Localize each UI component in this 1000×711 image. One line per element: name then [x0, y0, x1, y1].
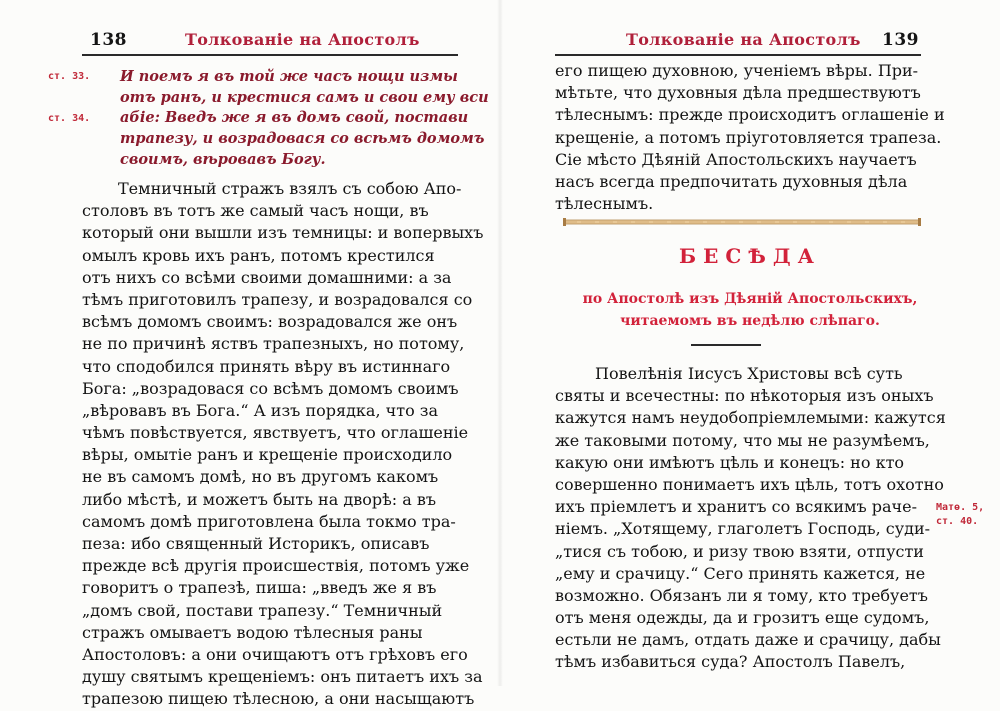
- page-number-left: 138: [90, 30, 127, 50]
- text-line: Бога: „возрадовася со всѣмъ домомъ своимъ: [82, 378, 459, 398]
- text-line: не по причинѣ яствъ трапезныхъ, но потому,: [82, 334, 465, 354]
- text-line: омылъ кровь ихъ ранъ, потомъ крестился: [82, 245, 435, 265]
- verse-line: трапезу, и возрадовася со всѣмъ домомъ: [120, 130, 485, 148]
- verse-line: И поемъ я въ той же часъ нощи измы: [120, 68, 458, 85]
- text-line: Сіе мѣсто Дѣяній Апостольскихъ научаетъ: [555, 149, 917, 169]
- verse-line: отъ ранъ, и крестися самъ и свои ему вси: [120, 88, 489, 106]
- text-line: Повелѣнія Іисусъ Христовы всѣ суть: [595, 364, 903, 383]
- margin-ref-matthew: Матѳ. 5,: [936, 502, 985, 513]
- text-line: ихъ пріемлетъ и хранитъ со всякимъ раче-: [555, 497, 917, 517]
- text-line: столовъ въ тотъ же самый часъ нощи, въ: [82, 201, 429, 221]
- text-line: либо мѣстѣ, и можетъ быть на дворѣ: а въ: [82, 489, 437, 509]
- text-line: ніемъ. „Хотящему, глаголетъ Господь, суди-: [555, 519, 931, 539]
- text-line: вѣры, омытіе ранъ и крещеніе происходило: [82, 445, 453, 465]
- text-line: Апостоловъ: а они очищаютъ отъ грѣховъ его: [82, 644, 468, 664]
- text-line: не въ самомъ домѣ, но въ другомъ какомъ: [82, 467, 439, 487]
- text-line: всѣмъ домомъ своимъ: возрадовался же онъ: [82, 312, 458, 332]
- text-line: трапезою пищею тѣлесною, а они насыщаютъ: [82, 689, 475, 709]
- text-line: самомъ домѣ приготовлена была токмо тра-: [82, 511, 456, 531]
- text-line: тѣлеснымъ.: [555, 194, 654, 214]
- text-line: тѣлеснымъ: прежде происходитъ оглашеніе и: [555, 105, 945, 125]
- text-line: совершенно понимаетъ ихъ цѣль, тотъ охотно: [555, 474, 944, 494]
- text-line: чѣмъ повѣствуется, явствуетъ, что оглашеніе: [82, 423, 469, 443]
- text-line: „вѣровавъ въ Бога.“ А изъ порядка, что за: [82, 400, 439, 420]
- margin-ref-verse-33: ст. 33.: [48, 71, 91, 82]
- running-title-right: Толкованіе на Апостолъ: [626, 30, 861, 49]
- sermon-text: [555, 363, 946, 674]
- text-line: тѣмъ приготовилъ трапезу, и возрадовался со: [82, 289, 473, 309]
- scripture-verse: [120, 67, 489, 171]
- margin-ref-verse-34: ст. 34.: [48, 113, 91, 124]
- text-line: „домъ свой, постави трапезу.“ Темничный: [82, 600, 443, 620]
- text-line: пеза: ибо священный Историкъ, описавъ: [82, 534, 430, 553]
- text-line: который они вышли изъ темницы: и вопервыхъ: [82, 223, 484, 243]
- text-line: кажутся намъ неудобопріемлемыми: кажутся: [555, 408, 946, 428]
- header-rule-left: [82, 54, 458, 56]
- text-line: „ему и срачицу.“ Сего принять кажется, не: [555, 563, 926, 583]
- text-line: святы и всечестны: по нѣкоторыя изъ оныхъ: [555, 386, 934, 406]
- margin-ref-matthew-verse: ст. 40.: [936, 516, 979, 527]
- text-line: „тися съ тобою, и ризу твою взяти, отпусти: [555, 541, 924, 561]
- text-line: возможно. Обязанъ ли я тому, кто требуетъ: [555, 585, 928, 605]
- running-title-left: Толкованіе на Апостолъ: [185, 30, 420, 49]
- text-line: говоритъ о трапезѣ, пиша: „введъ же я въ: [82, 578, 437, 598]
- text-line: что сподобился принять вѣру въ истиннаго: [82, 356, 451, 376]
- text-line: отъ нихъ со всѣми своими домашними: а за: [82, 267, 452, 287]
- text-line: же таковыми потому, что мы не разумѣемъ,: [555, 430, 930, 450]
- sermon-heading: БЕСѢДА: [679, 244, 821, 268]
- text-line: его пищею духовною, ученіемъ вѣры. При-: [555, 61, 919, 80]
- header-rule-right: [555, 54, 921, 56]
- text-line: Темничный стражъ взялъ съ собою Апо-: [118, 179, 462, 198]
- text-line: естьли не дамъ, отдать даже и срачицу, дабы: [555, 630, 941, 650]
- text-line: тѣмъ избавиться суда? Апостолъ Павелъ,: [555, 652, 906, 672]
- heading-rule: [691, 344, 761, 346]
- verse-line: абіе: Введъ же я въ домъ свой, постави: [120, 109, 469, 127]
- text-line: мѣтьте, что духовныя дѣла предшествуютъ: [555, 83, 921, 103]
- text-line: стражъ омываетъ водою тѣлесныя раны: [82, 622, 423, 642]
- text-line: какую они имѣютъ цѣль и конецъ: но кто: [555, 452, 905, 472]
- commentary-text-right: [555, 60, 945, 215]
- text-line: прежде всѣ другія происшествія, потомъ уже: [82, 556, 470, 576]
- text-line: насъ всегда предпочитать духовныя дѣла: [555, 171, 908, 191]
- sermon-subtitle-line-1: по Апостолѣ изъ Дѣяній Апостольскихъ,: [582, 291, 918, 307]
- text-line: отъ меня одежды, да и грозитъ еще судомъ,: [555, 608, 930, 628]
- text-line: душу святымъ крещеніемъ: онъ питаетъ ихъ за: [82, 667, 483, 687]
- verse-line: своимъ, вѣровавъ Богу.: [120, 150, 326, 168]
- left-page: [0, 0, 500, 709]
- commentary-text-left: [82, 178, 484, 711]
- text-line: крещеніе, а потомъ пріуготовляется трапеза.: [555, 127, 942, 147]
- page-number-right: 139: [882, 30, 919, 50]
- decorative-ornament-band: [563, 218, 921, 226]
- sermon-subtitle-line-2: читаемомъ въ недѣлю слѣпаго.: [620, 313, 880, 329]
